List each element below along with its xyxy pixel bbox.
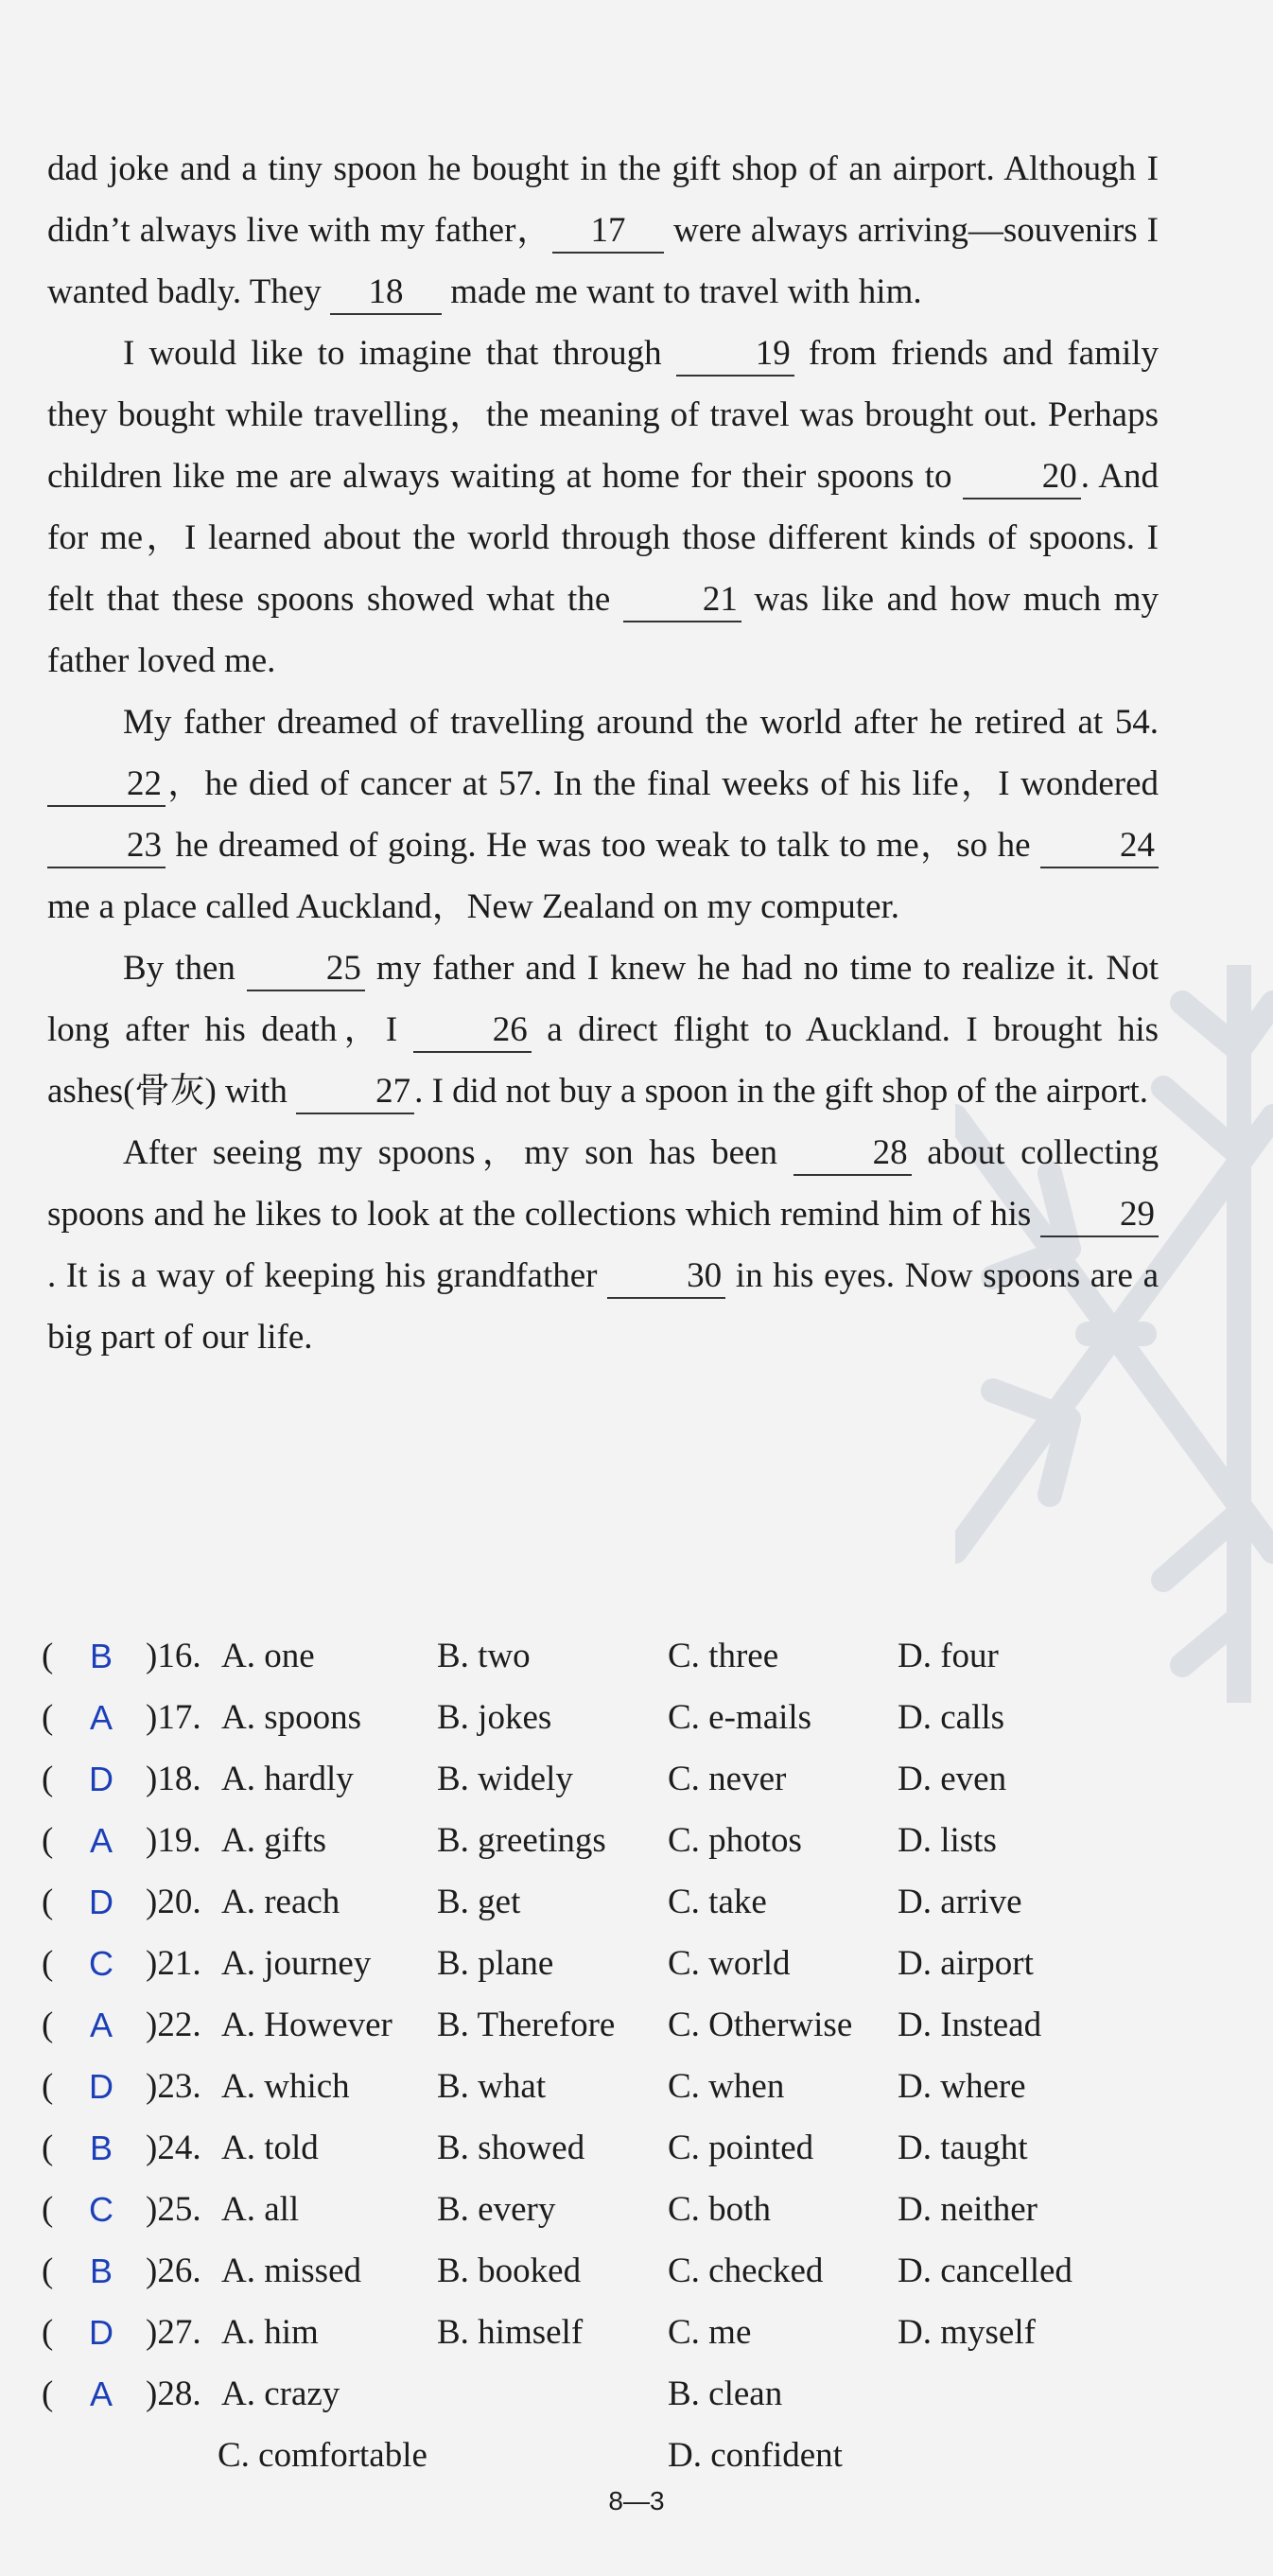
blank-29: 29	[1040, 1194, 1159, 1237]
open-paren: (	[42, 1637, 54, 1675]
passage-text: in his eyes. Now spoons are a big part of our life.	[47, 1256, 1160, 1357]
paragraph-3	[47, 692, 1159, 938]
question-row	[42, 2240, 1214, 2302]
open-paren: (	[42, 2067, 54, 2106]
option-d: D. where	[898, 2067, 1026, 2106]
blank-18: 18	[330, 272, 442, 315]
passage-text: . It is a way of keeping his grandfather	[47, 1256, 608, 1295]
option-c: C. take	[668, 1883, 767, 1921]
open-paren: (	[42, 1944, 54, 1983]
option-a: A. missed	[221, 2252, 361, 2290]
option-d: D. airport	[898, 1944, 1034, 1983]
passage-text: By then	[123, 949, 247, 988]
option-a: A. hardly	[221, 1760, 354, 1798]
option-b: B. greetings	[437, 1821, 606, 1860]
question-row	[42, 2302, 1214, 2363]
paragraph-4	[47, 938, 1159, 1122]
question-row	[42, 2179, 1214, 2240]
option-c: C. three	[668, 1637, 779, 1675]
option-b: B. clean	[668, 2374, 783, 2413]
paragraph-1	[47, 138, 1159, 323]
blank-24: 24	[1040, 825, 1159, 868]
answer-mark: D	[89, 1759, 113, 1798]
open-paren: (	[42, 1821, 54, 1860]
option-c: C. checked	[668, 2252, 824, 2290]
open-paren: (	[42, 2190, 54, 2229]
option-c: C. Otherwise	[668, 2006, 853, 2044]
option-d: D. lists	[898, 1821, 997, 1860]
passage-text: My father dreamed of travelling around the world after he retired at 54.	[123, 703, 1159, 742]
option-d: D. confident	[668, 2436, 843, 2475]
blank-22: 22	[47, 763, 166, 807]
option-b: B. himself	[437, 2313, 584, 2352]
passage-text: made me want to travel with him.	[442, 272, 922, 311]
passage-text: my father and I knew he had no time to realize it. Not long after his death，I	[47, 949, 1159, 1049]
question-row	[42, 1687, 1214, 1748]
option-a: A. gifts	[221, 1821, 326, 1860]
option-c: C. pointed	[668, 2129, 814, 2167]
option-c: C. both	[668, 2190, 771, 2229]
passage-text: was like and how much my father loved me.	[47, 580, 1159, 680]
option-b: B. jokes	[437, 1698, 552, 1737]
question-number: )28.	[146, 2374, 201, 2413]
open-paren: (	[42, 2006, 54, 2044]
answer-mark: D	[89, 1882, 113, 1921]
passage-text: ，he died of cancer at 57. In the final weeks of his life，I wondered	[166, 764, 1159, 803]
question-number: )27.	[146, 2313, 201, 2352]
passage-text: . I did not buy a spoon in the gift shop of the airport.	[414, 1072, 1148, 1111]
passage-text: he dreamed of going. He was too weak to talk to me，so he	[166, 826, 1040, 865]
question-number: )26.	[146, 2252, 201, 2290]
question-row	[42, 1748, 1214, 1810]
question-row	[42, 1810, 1214, 1871]
option-c: C. me	[668, 2313, 752, 2352]
option-a: A. spoons	[221, 1698, 362, 1737]
page-number: 8—3	[608, 2486, 665, 2515]
open-paren: (	[42, 1698, 54, 1737]
question-number: )24.	[146, 2129, 201, 2167]
paragraph-5	[47, 1122, 1159, 1368]
passage-text: After seeing my spoons，my son has been	[123, 1133, 793, 1172]
question-row	[42, 2363, 1214, 2425]
passage-text: a direct flight to Auckland. I brought his ashes(骨灰) with	[47, 1010, 1160, 1111]
option-d: D. arrive	[898, 1883, 1022, 1921]
option-a: A. crazy	[221, 2374, 340, 2413]
question-row	[42, 1625, 1214, 1687]
option-b: B. plane	[437, 1944, 554, 1983]
option-d: D. neither	[898, 2190, 1038, 2229]
blank-26: 26	[413, 1009, 532, 1053]
open-paren: (	[42, 2374, 54, 2413]
blank-30: 30	[607, 1255, 725, 1299]
passage-text: from friends and family they bought while travelling，the meaning of travel was brought out. Perhaps children like me are always waiting at home for their spoons to	[47, 334, 1160, 496]
option-d: D. even	[898, 1760, 1007, 1798]
question-list	[42, 1625, 1214, 2486]
option-b: B. get	[437, 1883, 521, 1921]
option-c: C. when	[668, 2067, 785, 2106]
open-paren: (	[42, 2129, 54, 2167]
option-d: D. taught	[898, 2129, 1028, 2167]
option-b: B. widely	[437, 1760, 573, 1798]
passage-text: dad joke and a tiny spoon he bought in the gift shop of an airport. Although I didn’t always live with my father，	[47, 149, 1159, 250]
option-b: B. every	[437, 2190, 556, 2229]
answer-mark: C	[89, 2189, 113, 2229]
answer-mark: D	[89, 2066, 113, 2106]
answer-mark: A	[89, 2374, 113, 2413]
question-number: )16.	[146, 1637, 201, 1675]
question-number: )25.	[146, 2190, 201, 2229]
option-a: A. him	[221, 2313, 319, 2352]
blank-20: 20	[963, 456, 1081, 499]
question-number: )21.	[146, 1944, 201, 1983]
open-paren: (	[42, 2313, 54, 2352]
passage-text: were always arriving—souvenirs I wanted badly. They	[47, 211, 1160, 311]
paragraph-2	[47, 323, 1159, 692]
option-a: A. which	[221, 2067, 350, 2106]
answer-mark: C	[89, 1943, 113, 1983]
question-row	[42, 1994, 1214, 2056]
option-c: C. photos	[668, 1821, 802, 1860]
passage-text: about collecting spoons and he likes to look at the collections which remind him of his	[47, 1133, 1159, 1234]
option-a: A. However	[221, 2006, 392, 2044]
option-c: C. comfortable	[218, 2436, 427, 2475]
passage-text: me a place called Auckland，New Zealand on my computer.	[47, 887, 900, 926]
option-b: B. booked	[437, 2252, 582, 2290]
question-number: )17.	[146, 1698, 201, 1737]
answer-mark: D	[89, 2312, 113, 2352]
answer-mark: A	[89, 2005, 113, 2044]
question-row-continued	[42, 2425, 1214, 2486]
open-paren: (	[42, 1883, 54, 1921]
option-b: B. two	[437, 1637, 531, 1675]
option-c: C. e-mails	[668, 1698, 812, 1737]
answer-mark: B	[89, 1636, 113, 1675]
question-row	[42, 1933, 1214, 1994]
blank-23: 23	[47, 825, 166, 868]
option-d: D. cancelled	[898, 2252, 1072, 2290]
answer-mark: A	[89, 1697, 113, 1737]
blank-28: 28	[793, 1132, 912, 1176]
option-b: B. Therefore	[437, 2006, 616, 2044]
blank-27: 27	[296, 1071, 414, 1114]
question-number: )18.	[146, 1760, 201, 1798]
reading-passage	[47, 138, 1159, 1368]
question-number: )19.	[146, 1821, 201, 1860]
open-paren: (	[42, 1760, 54, 1798]
question-row	[42, 1871, 1214, 1933]
blank-25: 25	[247, 948, 365, 991]
passage-text: . And for me，I learned about the world through those different kinds of spoons. I felt that these spoons showed what the	[47, 457, 1159, 619]
answer-mark: B	[89, 2128, 113, 2167]
question-row	[42, 2056, 1214, 2117]
option-c: C. world	[668, 1944, 791, 1983]
option-d: D. Instead	[898, 2006, 1042, 2044]
blank-21: 21	[623, 579, 741, 622]
option-a: A. one	[221, 1637, 315, 1675]
blank-19: 19	[676, 333, 794, 377]
answer-mark: A	[89, 1820, 113, 1860]
question-row	[42, 2117, 1214, 2179]
option-d: D. myself	[898, 2313, 1036, 2352]
question-number: )20.	[146, 1883, 201, 1921]
option-a: A. told	[221, 2129, 319, 2167]
question-number: )23.	[146, 2067, 201, 2106]
blank-17: 17	[552, 210, 664, 254]
option-a: A. reach	[221, 1883, 340, 1921]
passage-text: I would like to imagine that through	[123, 334, 676, 373]
open-paren: (	[42, 2252, 54, 2290]
option-d: D. four	[898, 1637, 999, 1675]
option-b: B. showed	[437, 2129, 585, 2167]
option-c: C. never	[668, 1760, 787, 1798]
question-number: )22.	[146, 2006, 201, 2044]
option-b: B. what	[437, 2067, 547, 2106]
answer-mark: B	[89, 2251, 113, 2290]
option-a: A. all	[221, 2190, 300, 2229]
option-a: A. journey	[221, 1944, 372, 1983]
option-d: D. calls	[898, 1698, 1005, 1737]
